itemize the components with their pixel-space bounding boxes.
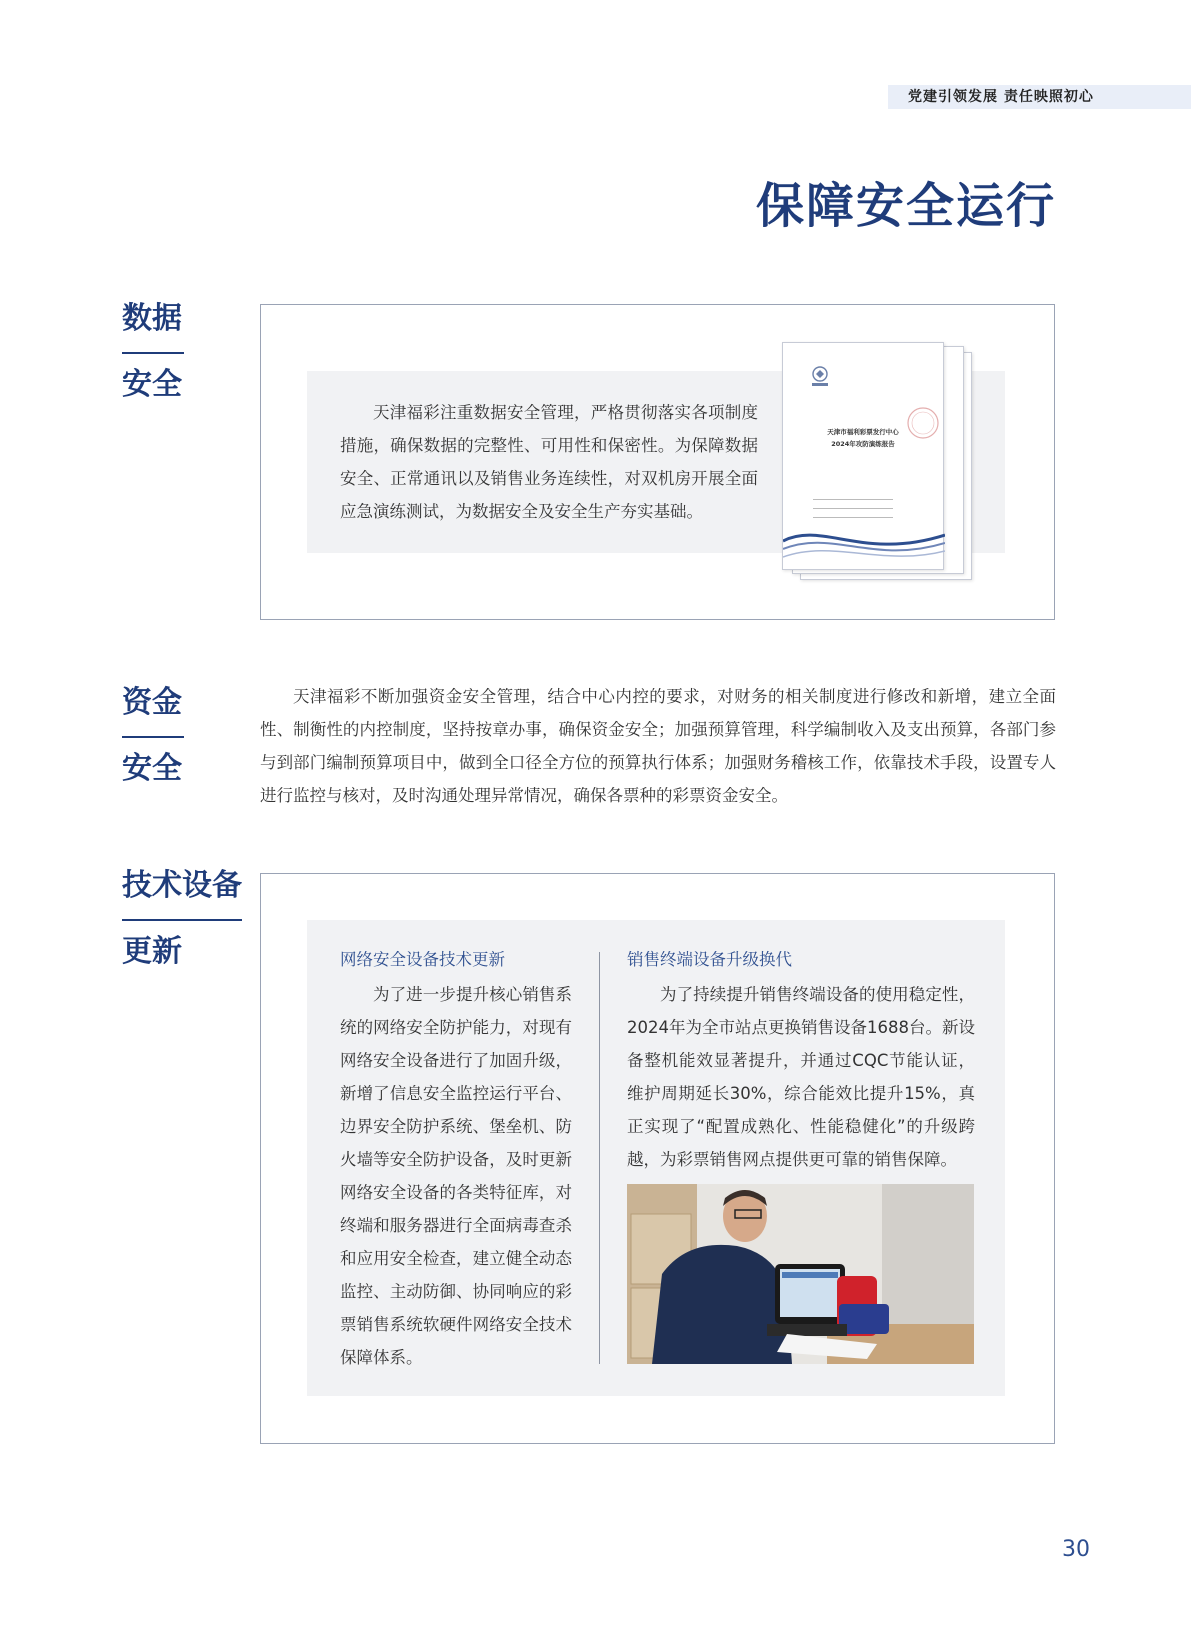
section-label-tech-update	[122, 867, 247, 971]
network-security-title: 网络安全设备技术更新	[340, 950, 505, 969]
section-label-line2: 更新	[122, 934, 182, 969]
section-label-line2: 安全	[122, 367, 182, 402]
section-label-line2: 安全	[122, 751, 182, 786]
lottery-logo-icon	[809, 365, 831, 389]
terminal-photo-illustration	[627, 1184, 974, 1364]
document-cover	[782, 342, 944, 570]
section-label-rule	[122, 919, 242, 921]
page-title: 保障安全运行	[755, 178, 1056, 234]
official-seal-icon	[905, 405, 941, 441]
document-wave-decoration	[783, 521, 945, 567]
funds-security-text: 天津福彩不断加强资金安全管理，结合中心内控的要求，对财务的相关制度进行修改和新增，建立全面性、制衡性的内控制度，坚持按章办事，确保资金安全；加强预算管理，科学编制收入及支出预算，各部门参与到部门编制预算项目中，做到全口径全方位的预算执行体系；加强财务稽核工作，依靠技术手段，设置专人进行监控与核对，及时沟通处理异常情况，确保各票种的彩票资金安全。	[260, 687, 1056, 805]
terminal-upgrade-title: 销售终端设备升级换代	[627, 950, 792, 969]
document-meta-line	[813, 509, 893, 518]
document-meta-block	[813, 491, 893, 518]
network-security-text: 为了进一步提升核心销售系统的网络安全防护能力，对现有网络安全设备进行了加固升级，新增了信息安全监控运行平台、边界安全防护系统、堡垒机、防火墙等安全防护设备，及时更新网络安全设备的各类特征库，对终端和服务器进行全面病毒查杀和应用安全检查，建立健全动态监控、主动防御、协同响应的彩票销售系统软硬件网络安全技术保障体系。	[340, 985, 572, 1367]
header-slogan: 党建引领发展 责任映照初心	[908, 89, 1094, 105]
section-label-data-security	[122, 300, 242, 404]
page-number: 30	[1062, 1537, 1090, 1562]
section-label-line1: 资金	[122, 685, 182, 720]
document-title-line2: 2024年攻防演练报告	[831, 440, 895, 448]
section-label-rule	[122, 352, 184, 354]
section-label-line1: 数据	[122, 301, 182, 336]
terminal-upgrade-text: 为了持续提升销售终端设备的使用稳定性，2024年为全市站点更换销售设备1688台。新设备整机能效显著提升，并通过CQC节能认证，维护周期延长30%，综合能效比提升15%，真正实现了“配置成熟化、性能稳健化”的升级跨越，为彩票销售网点提供更可靠的销售保障。	[627, 985, 975, 1169]
data-security-text: 天津福彩注重数据安全管理，严格贯彻落实各项制度措施，确保数据的完整性、可用性和保密性。为保障数据安全、正常通讯以及销售业务连续性，对双机房开展全面应急演练测试，为数据安全及安全生产夯实基础。	[340, 403, 758, 521]
section-label-rule	[122, 736, 184, 738]
document-title-line1: 天津市福利彩票发行中心	[827, 428, 899, 436]
terminal-photo	[627, 1184, 974, 1364]
section-label-line1: 技术设备	[122, 868, 242, 903]
document-meta-line	[813, 500, 893, 509]
section-label-funds-security	[122, 684, 242, 788]
document-meta-line	[813, 491, 893, 500]
column-divider	[599, 952, 600, 1364]
